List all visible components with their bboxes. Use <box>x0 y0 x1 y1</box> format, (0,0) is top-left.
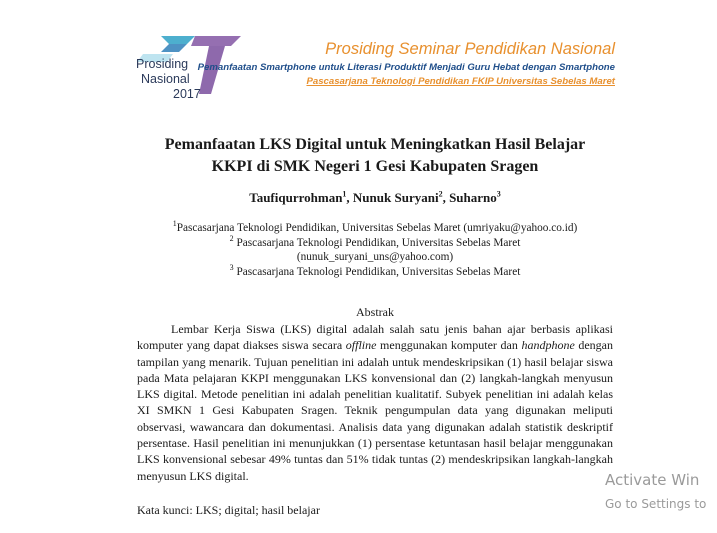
affiliation-list <box>100 221 650 279</box>
logo-year: 2017 <box>173 87 201 101</box>
italic-term: handphone <box>521 338 575 353</box>
affiliation-3: $^3$ Pascasarjana Teknologi Pendidikan, Universitas Sebelas Maret <box>229 262 521 278</box>
conference-organizer: Pascasarjana Teknologi Pendidikan FKIP Universitas Sebelas Maret <box>306 76 615 87</box>
affiliation-2: $^2$ Pascasarjana Teknologi Pendidikan, Universitas Sebelas Maret <box>229 233 521 249</box>
author-name: Suharno <box>449 190 497 205</box>
watermark-line1: Activate Win <box>605 471 700 489</box>
affiliation-2-email: (nunuk_suryani_uns@yahoo.com) <box>296 251 454 263</box>
logo-line1: Prosiding <box>136 57 189 71</box>
activation-watermark <box>605 470 706 512</box>
abstract-text: Lembar Kerja Siswa (LKS) digital adalah salah satu jenis bahan ajar berbasis aplikasi komputer yang dapat diakses siswa secara offline menggunakan komputer dan handphone dengan tampilan yang menarik. Tujuan penelitian ini adalah untuk mendeskripsikan (1) hasil belajar siswa pada Mata pelajaran KKPI menggunakan LKS konvensional dan (2) langkah-langkah menyusun LKS digital. Metode penelitian ini adalah penelitian kualitatif. Subyek penelitian ini adalah kelas XI SMKN 1 Gesi Kabupaten Sragen. Teknik pengumpulan data yang digunakan meliputi observasi, wawancara dan dokumentasi. Analisis data yang digunakan adalah statistik deskriptif persentase. Hasil penelitian ini menunjukkan (1) persentase ketuntasan hasil belajar menggunakan LKS konvensional sebesar 49% tuntas dan 51% tidak tuntas (2) mendeskripsikan langkah-langkah menyusun LKS digital. <box>137 322 614 483</box>
paper-title <box>100 134 650 178</box>
author-separator: , <box>442 190 450 205</box>
keywords: Kata kunci: LKS; digital; hasil belajar <box>137 503 320 517</box>
abstract-heading: Abstrak <box>356 305 394 319</box>
author-sup: 1 <box>342 189 347 199</box>
paper-title-line2: KKPI di SMK Negeri 1 Gesi Kabupaten Sragen <box>211 158 539 175</box>
author-list <box>100 190 650 206</box>
italic-term: offline <box>345 338 377 353</box>
paper-title-line1: Pemanfaatan LKS Digital untuk Meningkatkan Hasil Belajar <box>164 136 586 153</box>
author-sup: 2 <box>438 189 443 199</box>
logo-line2: Nasional <box>141 72 190 86</box>
author-name: Nunuk Suryani <box>352 190 439 205</box>
conference-theme: Pemanfaatan Smartphone untuk Literasi Produktif Menjadi Guru Hebat dengan Smartphone <box>197 62 615 73</box>
author-name: Taufiqurrohman <box>249 190 343 205</box>
author-sup: 3 <box>496 189 501 199</box>
conference-title: Prosiding Seminar Pendidikan Nasional <box>325 40 615 58</box>
watermark-line2: Go to Settings to <box>605 497 707 511</box>
affiliation-1: $^1$Pascasarjana Teknologi Pendidikan, Universitas Sebelas Maret (umriyaku@yahoo.co.id) <box>172 219 578 234</box>
author-separator: , <box>346 190 353 205</box>
